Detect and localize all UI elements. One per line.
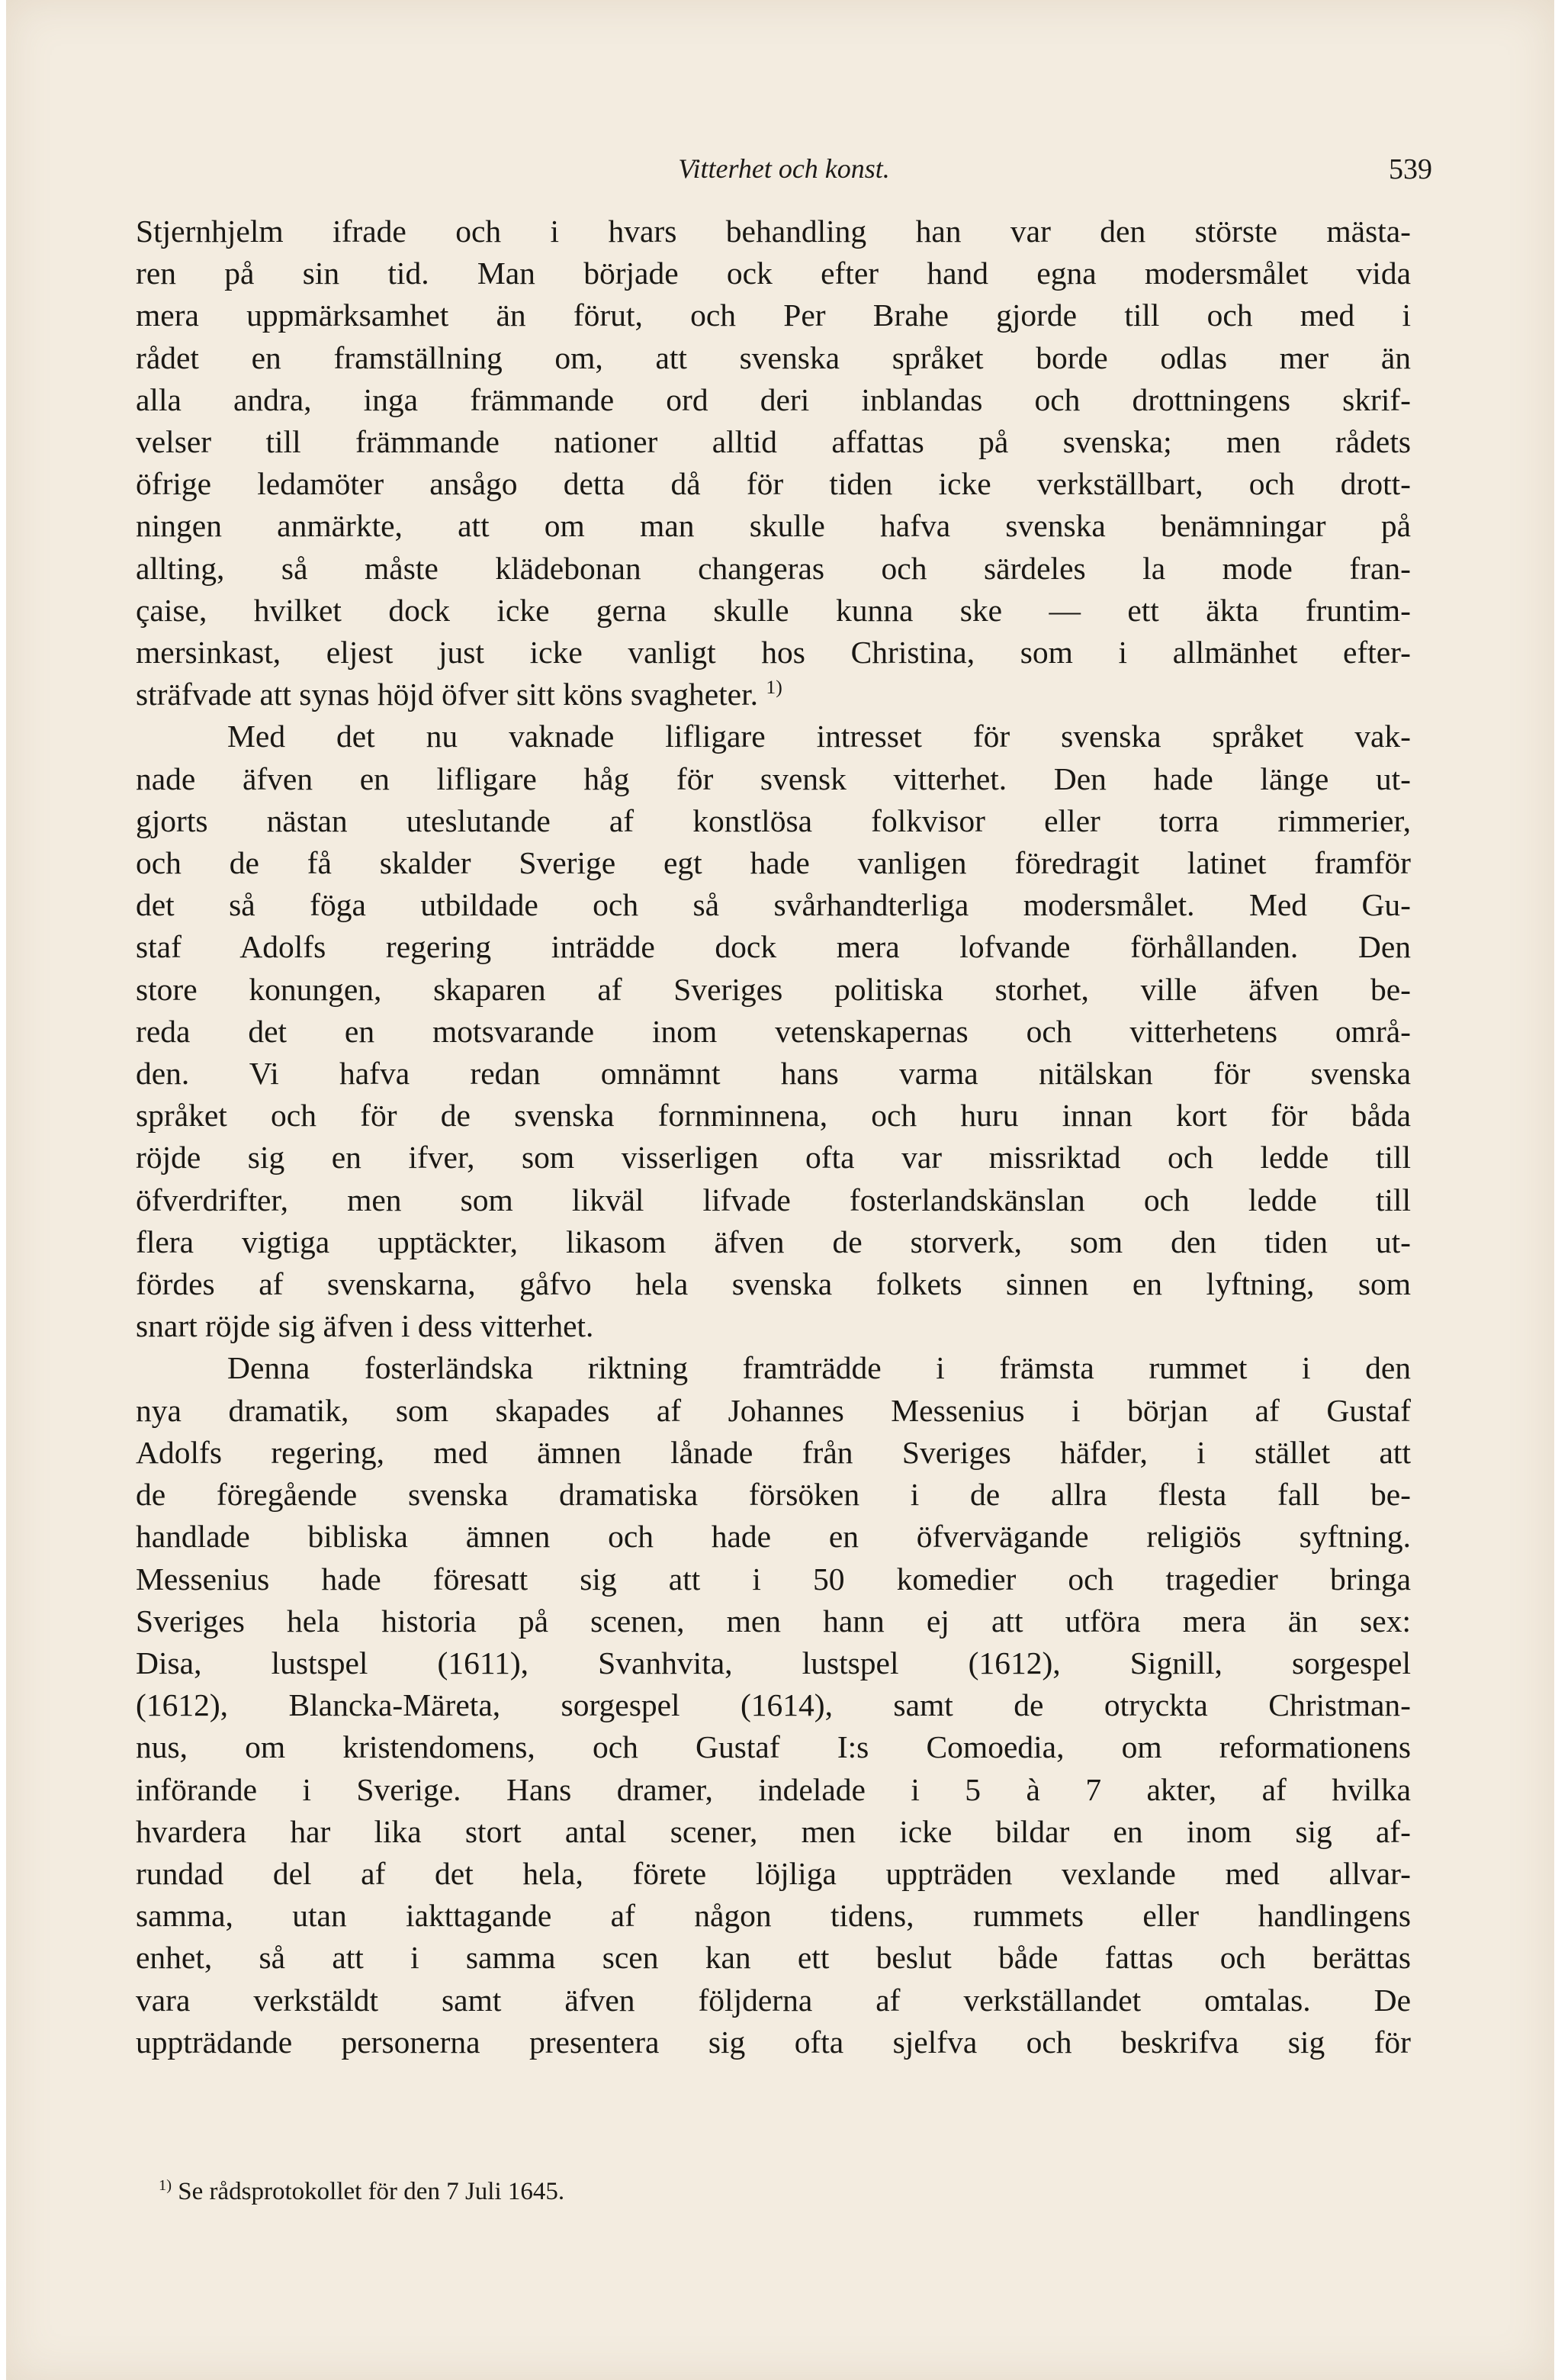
text-line: alla andra, inga främmande ord deri inblandas och drottningens skrif-: [136, 381, 1411, 417]
text-line: çaise, hvilket dock icke gerna skulle kunna ske — ett äkta fruntim-: [136, 592, 1411, 628]
text-line: samma, utan iakttagande af någon tidens, rummets eller handlingens: [136, 1898, 1411, 1934]
text-line: gjorts nästan uteslutande af konstlösa folkvisor eller torra rimmerier,: [136, 802, 1411, 838]
text-line-with-footnote: [136, 674, 1411, 716]
book-page: [6, 0, 1554, 2380]
text-line: och de få skalder Sverige egt hade vanligen föredragit latinet framför: [136, 845, 1411, 881]
text-line: mera uppmärksamhet än förut, och Per Brahe gjorde till och med i: [136, 298, 1411, 333]
text-line: fördes af svenskarna, gåfvo hela svenska folkets sinnen en lyftning, som: [136, 1266, 1411, 1302]
text-line: sträfvade att synas höjd öfver sitt köns svagheter.: [136, 677, 758, 712]
footnote-marker: 1): [159, 2177, 172, 2194]
text-line: rundad del af det hela, förete löjliga uppträden vexlande med allvar-: [136, 1855, 1411, 1891]
text-line: allting, så måste klädebonan changeras och särdeles la mode fran-: [136, 550, 1411, 586]
text-line: vara verkstäldt samt äfven följderna af verkställandet omtalas. De: [136, 1982, 1411, 2018]
text-line: de föregående svenska dramatiska försöken i de allra flesta fall be-: [136, 1477, 1411, 1513]
text-line: införande i Sverige. Hans dramer, indelade i 5 à 7 akter, af hvilka: [136, 1771, 1411, 1807]
text-line: språket och för de svenska fornminnena, och huru innan kort för båda: [136, 1098, 1411, 1134]
footnote-reference: 1): [766, 676, 782, 699]
text-line: nade äfven en lifligare håg för svensk vitterhet. Den hade länge ut-: [136, 761, 1411, 796]
text-line: velser till främmande nationer alltid affattas på svenska; men rådets: [136, 424, 1411, 460]
text-line: nus, om kristendomens, och Gustaf I:s Comoedia, om reformationens: [136, 1729, 1411, 1765]
text-line: reda det en motsvarande inom vetenskapernas och vitterhetens områ-: [136, 1013, 1411, 1049]
text-line: store konungen, skaparen af Sveriges politiska storhet, ville äfven be-: [136, 971, 1411, 1007]
text-line: enhet, så att i samma scen kan ett beslut både fattas och berättas: [136, 1940, 1411, 1976]
text-line: staf Adolfs regering inträdde dock mera lofvande förhållanden. Den: [136, 929, 1411, 965]
text-line: Denna fosterländska riktning framträdde i främsta rummet i den: [227, 1350, 1411, 1386]
text-line: ningen anmärkte, att om man skulle hafva svenska benämningar på: [136, 508, 1411, 544]
text-line: rådet en framställning om, att svenska språket borde odlas mer än: [136, 339, 1411, 375]
text-line: nya dramatik, som skapades af Johannes Messenius i början af Gustaf: [136, 1392, 1411, 1428]
text-line: ren på sin tid. Man började ock efter hand egna modersmålet vida: [136, 256, 1411, 291]
footnote: [159, 2178, 564, 2206]
text-line: Adolfs regering, med ämnen lånade från Sveriges häfder, i stället att: [136, 1434, 1411, 1470]
text-line: Sveriges hela historia på scenen, men hann ej att utföra mera än sex:: [136, 1603, 1411, 1639]
page-header: [136, 153, 1432, 198]
text-line: snart röjde sig äfven i dess vitterhet.: [136, 1308, 594, 1344]
text-line: öfverdrifter, men som likväl lifvade fosterlandskänslan och ledde till: [136, 1182, 1411, 1217]
text-line: Stjernhjelm ifrade och i hvars behandling han var den störste mästa-: [136, 214, 1411, 249]
body-text: [136, 211, 1411, 2063]
page-number: 539: [1389, 153, 1432, 185]
text-line: det så föga utbildade och så svårhandterliga modersmålet. Med Gu-: [136, 887, 1411, 923]
text-line: mersinkast, eljest just icke vanligt hos Christina, som i allmänhet efter-: [136, 635, 1411, 671]
text-line: öfrige ledamöter ansågo detta då för tiden icke verkställbart, och drott-: [136, 466, 1411, 502]
text-line: hvardera har lika stort antal scener, men icke bildar en inom sig af-: [136, 1813, 1411, 1849]
running-title: Vitterhet och konst.: [678, 153, 890, 184]
text-line: (1612), Blancka-Märeta, sorgespel (1614), samt de otryckta Christman-: [136, 1687, 1411, 1723]
text-line: Med det nu vaknade lifligare intresset för svenska språket vak-: [227, 719, 1411, 754]
footnote-text: Se rådsprotokollet för den 7 Juli 1645.: [178, 2178, 565, 2205]
text-line: röjde sig en ifver, som visserligen ofta var missriktad och ledde till: [136, 1140, 1411, 1176]
text-line: uppträdande personerna presentera sig ofta sjelfva och beskrifva sig för: [136, 2024, 1411, 2060]
text-line: handlade bibliska ämnen och hade en öfvervägande religiös syftning.: [136, 1519, 1411, 1555]
text-line: flera vigtiga upptäckter, likasom äfven de storverk, som den tiden ut-: [136, 1224, 1411, 1259]
text-line: Messenius hade föresatt sig att i 50 komedier och tragedier bringa: [136, 1561, 1411, 1597]
text-line: den. Vi hafva redan omnämnt hans varma nitälskan för svenska: [136, 1056, 1411, 1092]
text-line: Disa, lustspel (1611), Svanhvita, lustspel (1612), Signill, sorgespel: [136, 1645, 1411, 1680]
